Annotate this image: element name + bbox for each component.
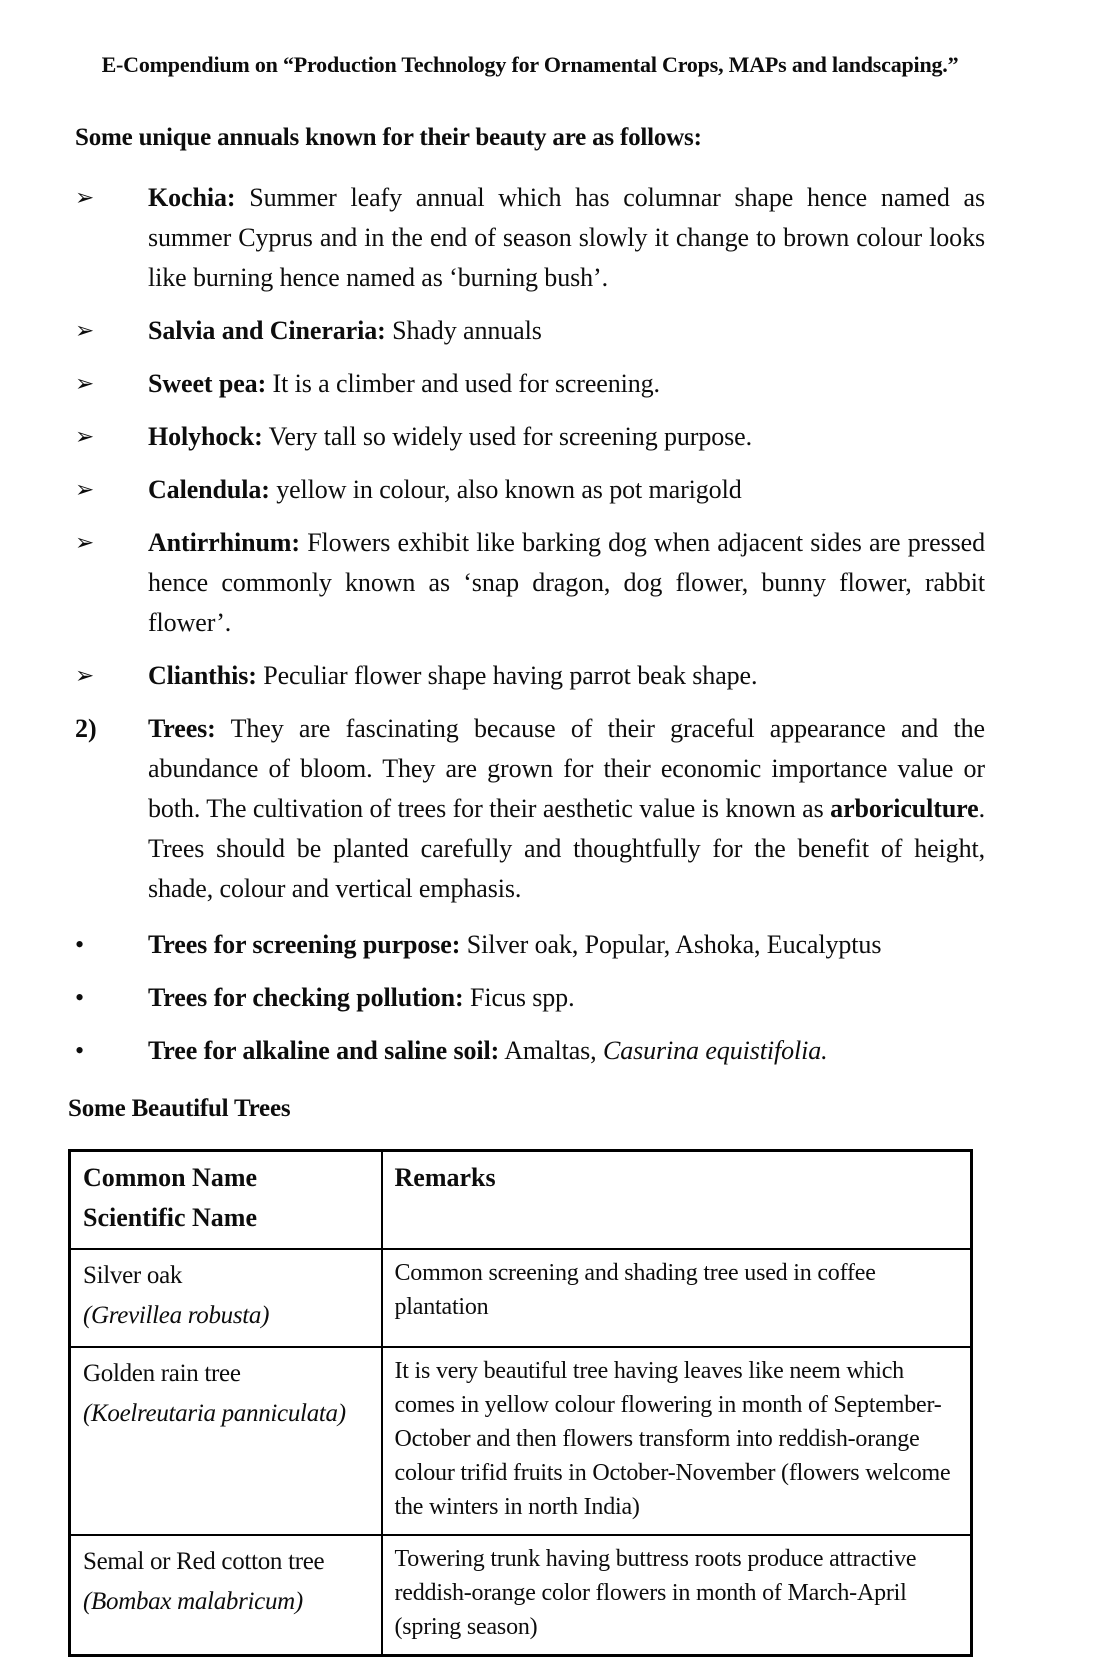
arrow-bullet-icon: ➢ <box>75 424 95 449</box>
header-scientific-name-line: Scientific Name <box>83 1203 258 1232</box>
table-row-semal <box>70 1535 972 1656</box>
common-name: Silver oak <box>83 1262 183 1289</box>
item-lead: Kochia: <box>148 183 236 212</box>
list-item-text <box>148 470 985 510</box>
item-body: Very tall so widely used for screening purpose. <box>268 422 753 451</box>
list-item-text <box>148 523 985 643</box>
item-body: Ficus spp. <box>470 983 575 1012</box>
list-item-text <box>148 978 985 1018</box>
item-body: . Trees should be planted carefully and thoughtfully for the benefit of height, shade, colour and vertical emphasis. <box>148 794 985 903</box>
scientific-name: (Grevillea robusta) <box>83 1302 270 1329</box>
scientific-name: (Koelreutaria panniculata) <box>83 1400 346 1427</box>
header-cell-remarks: Remarks <box>382 1151 972 1250</box>
item-bold-word: arboriculture <box>830 794 979 823</box>
list-item-salvia <box>75 311 985 351</box>
item-italic: Casurina equistifolia. <box>602 1036 828 1065</box>
item-body: They are fascinating because of their graceful appearance and the abundance of bloom. They are grown for their economic importance value or both. The cultivation of trees for their aesthetic value is known as <box>148 714 985 823</box>
cell-remarks: It is very beautiful tree having leaves like neem which comes in yellow colour flowering in month of September-October and then flowers transform into reddish-orange colour trifid fruits in October-November (flowers welcome the winters in north India) <box>382 1347 972 1535</box>
dot-bullet-icon: • <box>75 983 85 1012</box>
item-lead: Holyhock: <box>148 422 263 451</box>
beautiful-trees-table <box>68 1149 973 1657</box>
item-body: Shady annuals <box>392 316 542 345</box>
list-item-sweet-pea <box>75 364 985 404</box>
item-lead: Calendula: <box>148 475 270 504</box>
table-row-golden-rain-tree <box>70 1347 972 1535</box>
item-body: Amaltas, <box>504 1036 603 1065</box>
dot-bullet-icon: • <box>75 930 85 959</box>
dot-bullet-icon: • <box>75 1036 85 1065</box>
list-item-antirrhinum <box>75 523 985 643</box>
common-name: Golden rain tree <box>83 1360 241 1387</box>
item-body: It is a climber and used for screening. <box>272 369 660 398</box>
section-heading-beautiful-trees: Some Beautiful Trees <box>68 1095 291 1122</box>
list-item-text <box>148 709 985 909</box>
list-item-clianthis <box>75 656 985 696</box>
item-body: Flowers exhibit like barking dog when adjacent sides are pressed hence commonly known as ‘snap dragon, dog flower, bunny flower, rabbit flower’. <box>148 528 985 637</box>
item-body: Peculiar flower shape having parrot beak shape. <box>263 661 758 690</box>
list-item-trees <box>75 709 985 909</box>
list-item-text <box>148 417 985 457</box>
item-lead: Trees for checking pollution: <box>148 983 464 1012</box>
list-item-text <box>148 178 985 298</box>
item-lead: Salvia and Cineraria: <box>148 316 386 345</box>
item-lead: Trees: <box>148 714 216 743</box>
arrow-bullet-icon: ➢ <box>75 530 95 555</box>
item-body: Summer leafy annual which has columnar shape hence named as summer Cyprus and in the end of season slowly it change to brown colour looks like burning hence named as ‘burning bush’. <box>148 183 985 292</box>
item-lead: Clianthis: <box>148 661 257 690</box>
arrow-bullet-icon: ➢ <box>75 185 95 210</box>
numbered-bullet: 2) <box>75 714 97 743</box>
list-item-calendula <box>75 470 985 510</box>
common-name: Semal or Red cotton tree <box>83 1548 325 1575</box>
header-cell-common-name <box>70 1151 382 1250</box>
header-common-name-line: Common Name <box>83 1163 258 1192</box>
item-lead: Sweet pea: <box>148 369 267 398</box>
table-header-row <box>70 1151 972 1250</box>
list-item-text <box>148 656 985 696</box>
cell-remarks: Towering trunk having buttress roots produce attractive reddish-orange color flowers in month of March-April (spring season) <box>382 1535 972 1656</box>
cell-remarks: Common screening and shading tree used in coffee plantation <box>382 1249 972 1347</box>
cell-name <box>70 1535 382 1656</box>
list-item-text <box>148 1031 985 1071</box>
arrow-bullet-icon: ➢ <box>75 663 95 688</box>
cell-name <box>70 1249 382 1347</box>
list-item-holyhock <box>75 417 985 457</box>
item-lead: Antirrhinum: <box>148 528 300 557</box>
list-item-text <box>148 925 985 965</box>
list-item-pollution-trees <box>75 978 985 1018</box>
arrow-bullet-icon: ➢ <box>75 371 95 396</box>
scientific-name: (Bombax malabricum) <box>83 1588 303 1615</box>
arrow-bullet-icon: ➢ <box>75 318 95 343</box>
item-body: yellow in colour, also known as pot marigold <box>276 475 742 504</box>
item-lead: Trees for screening purpose: <box>148 930 461 959</box>
list-item-text <box>148 364 985 404</box>
table-row-silver-oak <box>70 1249 972 1347</box>
item-body: Silver oak, Popular, Ashoka, Eucalyptus <box>466 930 882 959</box>
section-heading-annuals: Some unique annuals known for their beauty are as follows: <box>75 124 702 151</box>
list-item-screening-trees <box>75 925 985 965</box>
arrow-bullet-icon: ➢ <box>75 477 95 502</box>
item-lead: Tree for alkaline and saline soil: <box>148 1036 500 1065</box>
list-item-text <box>148 311 985 351</box>
list-item-alkaline-trees <box>75 1031 985 1071</box>
cell-name <box>70 1347 382 1535</box>
list-item-kochia <box>75 178 985 298</box>
page-header: E-Compendium on “Production Technology for Ornamental Crops, MAPs and landscaping.” <box>101 52 959 77</box>
